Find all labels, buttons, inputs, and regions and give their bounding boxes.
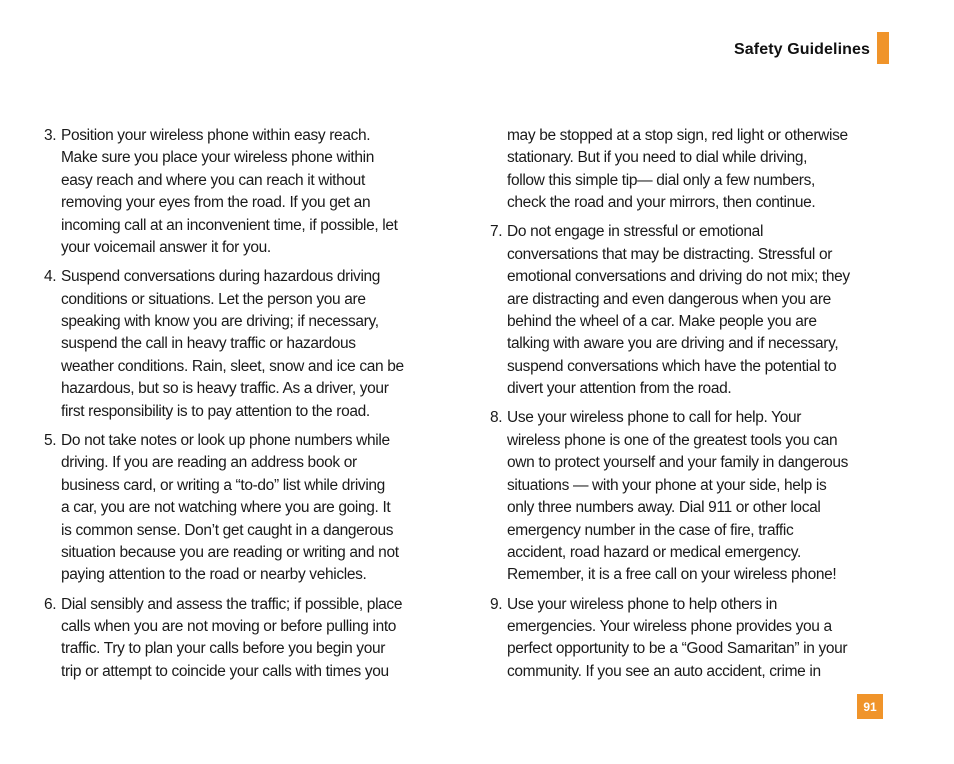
right-column bbox=[490, 125, 890, 690]
header-accent-tab bbox=[877, 32, 889, 64]
text-line: wireless phone is one of the greatest tools you can bbox=[507, 431, 838, 449]
text-line: emergencies. Your wireless phone provides you a bbox=[507, 617, 832, 635]
text-line: Position your wireless phone within easy reach. bbox=[61, 127, 371, 144]
text-line: conditions or situations. Let the person you are bbox=[61, 290, 366, 308]
text-line: business card, or writing a “to-do” list while driving bbox=[61, 476, 385, 494]
text-line: weather conditions. Rain, sleet, snow and ice can be bbox=[61, 357, 404, 375]
text-line: only three numbers away. Dial 911 or other local bbox=[507, 499, 821, 517]
item-text bbox=[61, 125, 444, 259]
text-line: paying attention to the road or nearby vehicles. bbox=[61, 566, 367, 584]
numbered-item bbox=[44, 125, 444, 259]
text-line: first responsibility is to pay attention to the road. bbox=[61, 402, 370, 420]
text-line: may be stopped at a stop sign, red light or otherwise bbox=[507, 127, 848, 144]
text-line: Remember, it is a free call on your wireless phone! bbox=[507, 566, 837, 584]
numbered-item bbox=[490, 407, 890, 586]
text-line: Suspend conversations during hazardous driving bbox=[61, 268, 381, 286]
text-line: emergency number in the case of fire, traffic bbox=[507, 521, 794, 539]
text-line: Do not engage in stressful or emotional bbox=[507, 223, 764, 241]
text-line: community. If you see an auto accident, crime in bbox=[507, 662, 821, 680]
text-line: behind the wheel of a car. Make people you are bbox=[507, 313, 817, 331]
text-line: Do not take notes or look up phone numbers while bbox=[61, 431, 390, 449]
page-header-title: Safety Guidelines bbox=[734, 41, 870, 58]
text-line: incoming call at an inconvenient time, if possible, let bbox=[61, 216, 398, 234]
item-text bbox=[61, 430, 444, 587]
text-line: conversations that may be distracting. Stressful or bbox=[507, 245, 833, 263]
text-line: situation because you are reading or writing and not bbox=[61, 543, 399, 561]
text-line: stationary. But if you need to dial while driving, bbox=[507, 149, 808, 167]
text-line: talking with aware you are driving and if necessary, bbox=[507, 335, 839, 353]
text-line: accident, road hazard or medical emergency. bbox=[507, 543, 801, 561]
text-line: are distracting and even dangerous when you are bbox=[507, 290, 831, 308]
text-line: a car, you are not watching where you are going. It bbox=[61, 499, 391, 517]
text-line: hazardous, but so is heavy traffic. As a driver, your bbox=[61, 380, 389, 398]
numbered-item bbox=[490, 221, 890, 400]
text-line: easy reach and where you can reach it without bbox=[61, 171, 365, 189]
left-column bbox=[44, 125, 444, 690]
item-text bbox=[507, 407, 890, 586]
text-line: Dial sensibly and assess the traffic; if possible, place bbox=[61, 595, 403, 613]
item-number: 5. bbox=[44, 431, 57, 449]
text-line: divert your attention from the road. bbox=[507, 380, 732, 398]
text-line: suspend conversations which have the potential to bbox=[507, 357, 837, 375]
text-line: trip or attempt to coincide your calls with times you bbox=[61, 662, 389, 680]
text-line: situations — with your phone at your side, help is bbox=[507, 476, 827, 494]
text-line: emotional conversations and driving do not mix; they bbox=[507, 268, 850, 286]
text-line: Make sure you place your wireless phone within bbox=[61, 149, 375, 167]
text-line: Use your wireless phone to help others in bbox=[507, 595, 777, 613]
right-item-list bbox=[490, 221, 890, 683]
text-line: perfect opportunity to be a “Good Samaritan” in your bbox=[507, 640, 848, 658]
numbered-item bbox=[44, 430, 444, 587]
item-number: 9. bbox=[490, 595, 503, 613]
item-number: 3. bbox=[44, 127, 57, 144]
text-line: your voicemail answer it for you. bbox=[61, 239, 271, 257]
item-text bbox=[507, 594, 890, 684]
text-line: speaking with know you are driving; if necessary, bbox=[61, 313, 379, 331]
text-line: own to protect yourself and your family in dangerous bbox=[507, 454, 849, 472]
text-line: suspend the call in heavy traffic or hazardous bbox=[61, 335, 356, 353]
item-text bbox=[61, 594, 444, 684]
page-number-badge: 91 bbox=[857, 694, 883, 719]
item-text bbox=[61, 266, 444, 423]
numbered-item bbox=[44, 266, 444, 423]
item-text bbox=[507, 221, 890, 400]
text-line: traffic. Try to plan your calls before you begin your bbox=[61, 640, 386, 658]
text-line: Use your wireless phone to call for help. Your bbox=[507, 409, 802, 427]
text-line: follow this simple tip— dial only a few numbers, bbox=[507, 171, 815, 189]
item-number: 4. bbox=[44, 268, 57, 286]
numbered-item bbox=[44, 594, 444, 684]
text-line: driving. If you are reading an address book or bbox=[61, 454, 357, 472]
item-number: 8. bbox=[490, 409, 503, 427]
continued-paragraph bbox=[490, 125, 890, 215]
item-number: 7. bbox=[490, 223, 503, 241]
text-line: removing your eyes from the road. If you get an bbox=[61, 194, 371, 212]
text-line: check the road and your mirrors, then continue. bbox=[507, 194, 816, 212]
text-line: calls when you are not moving or before pulling into bbox=[61, 617, 397, 635]
item-number: 6. bbox=[44, 595, 57, 613]
text-line: is common sense. Don’t get caught in a dangerous bbox=[61, 521, 394, 539]
numbered-item bbox=[490, 594, 890, 684]
